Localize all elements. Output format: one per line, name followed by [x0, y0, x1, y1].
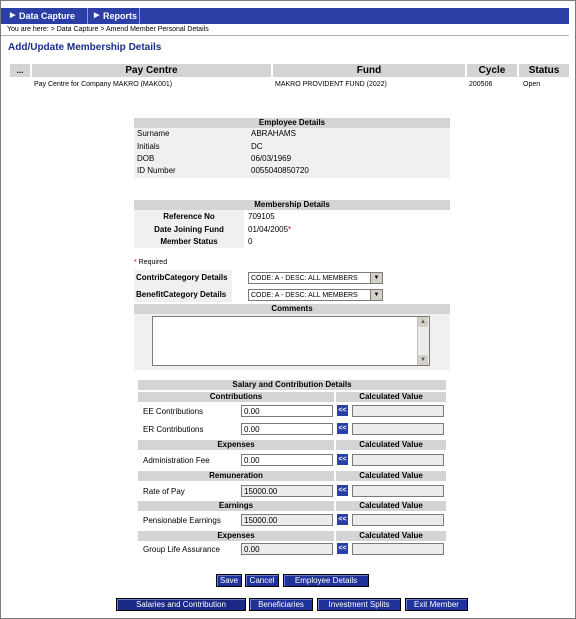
expenses-header: Expenses: [138, 531, 334, 541]
id-number-value: 0055040850720: [251, 166, 309, 175]
membership-details-header: Membership Details: [134, 200, 450, 210]
required-note: * Required: [134, 259, 168, 266]
expenses-header: Expenses: [138, 440, 334, 450]
employee-details-header: Employee Details: [134, 118, 450, 128]
tab-exit-member[interactable]: Exit Member: [405, 598, 468, 611]
comments-header: Comments: [134, 304, 450, 314]
copy-value-icon[interactable]: <<: [338, 545, 347, 552]
breadcrumb: You are here: > Data Capture > Amend Member Personal Details: [7, 26, 209, 33]
benefit-category-label: BenefitCategory Details: [136, 290, 227, 299]
scrollbar[interactable]: [417, 317, 429, 365]
surname-value: ABRAHAMS: [251, 129, 296, 138]
ee-contributions-input[interactable]: 0.00: [241, 405, 333, 417]
rate-of-pay-input[interactable]: 15000.00: [241, 485, 333, 497]
copy-value-icon[interactable]: <<: [338, 516, 347, 523]
nav-separator: [139, 8, 140, 24]
calc-value-header: Calculated Value: [336, 440, 446, 450]
comments-textarea[interactable]: [152, 316, 430, 366]
chevron-down-icon[interactable]: ▼: [370, 290, 382, 300]
date-joining-value: 01/04/2005*: [248, 225, 292, 234]
nav-label: Data Capture: [19, 11, 76, 21]
admin-fee-input[interactable]: 0.00: [241, 454, 333, 466]
tab-beneficiaries[interactable]: Beneficiaries: [249, 598, 313, 611]
nav-separator: [87, 8, 88, 24]
status-value: Open: [523, 81, 541, 88]
initials-label: Initials: [137, 142, 160, 151]
earnings-header: Earnings: [138, 501, 334, 511]
cycle-value: 200506: [469, 81, 493, 88]
member-status-value: 0: [248, 237, 253, 246]
tab-salaries-and-contribution[interactable]: Salaries and Contribution: [116, 598, 246, 611]
header-status: Status: [519, 64, 569, 77]
surname-label: Surname: [137, 129, 170, 138]
divider: [1, 35, 569, 36]
admin-fee-calc-value: [352, 454, 444, 466]
copy-value-icon[interactable]: <<: [338, 425, 347, 432]
contrib-category-label: ContribCategory Details: [136, 273, 228, 282]
scroll-up-icon[interactable]: ▲: [418, 317, 428, 327]
copy-value-icon[interactable]: <<: [338, 456, 347, 463]
dob-value: 06/03/1969: [251, 154, 292, 163]
nav-data-capture[interactable]: [7, 8, 91, 24]
arrow-right-icon: ▶: [10, 12, 16, 19]
er-contributions-label: ER Contributions: [143, 425, 204, 434]
chevron-down-icon[interactable]: ▼: [370, 273, 382, 283]
group-life-calc-value: [352, 543, 444, 555]
rate-of-pay-calc-value: [352, 485, 444, 497]
top-nav: [1, 8, 569, 24]
arrow-right-icon: ▶: [94, 12, 100, 19]
employee-details-button[interactable]: Employee Details: [283, 574, 369, 587]
er-contributions-input[interactable]: 0.00: [241, 423, 333, 435]
rate-of-pay-label: Rate of Pay: [143, 487, 185, 496]
copy-value-icon[interactable]: <<: [338, 407, 347, 414]
initials-value: DC: [251, 142, 263, 151]
benefit-category-select[interactable]: CODE: A - DESC: ALL MEMBERS ▼: [248, 289, 383, 301]
cancel-button[interactable]: Cancel: [245, 574, 279, 587]
calc-value-header: Calculated Value: [336, 471, 446, 481]
member-status-label: Member Status: [160, 237, 218, 246]
fund-value: MAKRO PROVIDENT FUND (2022): [275, 81, 387, 88]
calc-value-header: Calculated Value: [336, 392, 446, 402]
group-life-input[interactable]: 0.00: [241, 543, 333, 555]
scroll-down-icon[interactable]: ▼: [418, 355, 428, 365]
admin-fee-label: Administration Fee: [143, 456, 210, 465]
save-button[interactable]: Save: [216, 574, 242, 587]
nav-reports[interactable]: [91, 8, 153, 24]
pensionable-earnings-input[interactable]: 15000.00: [241, 514, 333, 526]
dob-label: DOB: [137, 154, 155, 163]
er-calc-value: [352, 423, 444, 435]
more-button[interactable]: ...: [10, 64, 30, 77]
id-number-label: ID Number: [137, 166, 176, 175]
group-life-label: Group Life Assurance: [143, 545, 220, 554]
page-title: Add/Update Membership Details: [8, 42, 162, 53]
remuneration-header: Remuneration: [138, 471, 334, 481]
reference-no-label: Reference No: [163, 212, 215, 221]
date-joining-label: Date Joining Fund: [154, 225, 224, 234]
nav-label: Reports: [103, 11, 138, 21]
pensionable-earnings-calc-value: [352, 514, 444, 526]
salary-header: Salary and Contribution Details: [138, 380, 446, 390]
reference-no-value: 709105: [248, 212, 275, 221]
calc-value-header: Calculated Value: [336, 501, 446, 511]
calc-value-header: Calculated Value: [336, 531, 446, 541]
header-fund: Fund: [273, 64, 465, 77]
header-cycle: Cycle: [467, 64, 517, 77]
tab-investment-splits[interactable]: Investment Splits: [317, 598, 401, 611]
copy-value-icon[interactable]: <<: [338, 487, 347, 494]
ee-calc-value: [352, 405, 444, 417]
ee-contributions-label: EE Contributions: [143, 407, 204, 416]
header-pay-centre: Pay Centre: [32, 64, 271, 77]
pay-centre-value: Pay Centre for Company MAKRO (MAK001): [34, 81, 173, 88]
contributions-header: Contributions: [138, 392, 334, 402]
pensionable-earnings-label: Pensionable Earnings: [143, 516, 221, 525]
contrib-category-select[interactable]: CODE: A - DESC: ALL MEMBERS ▼: [248, 272, 383, 284]
